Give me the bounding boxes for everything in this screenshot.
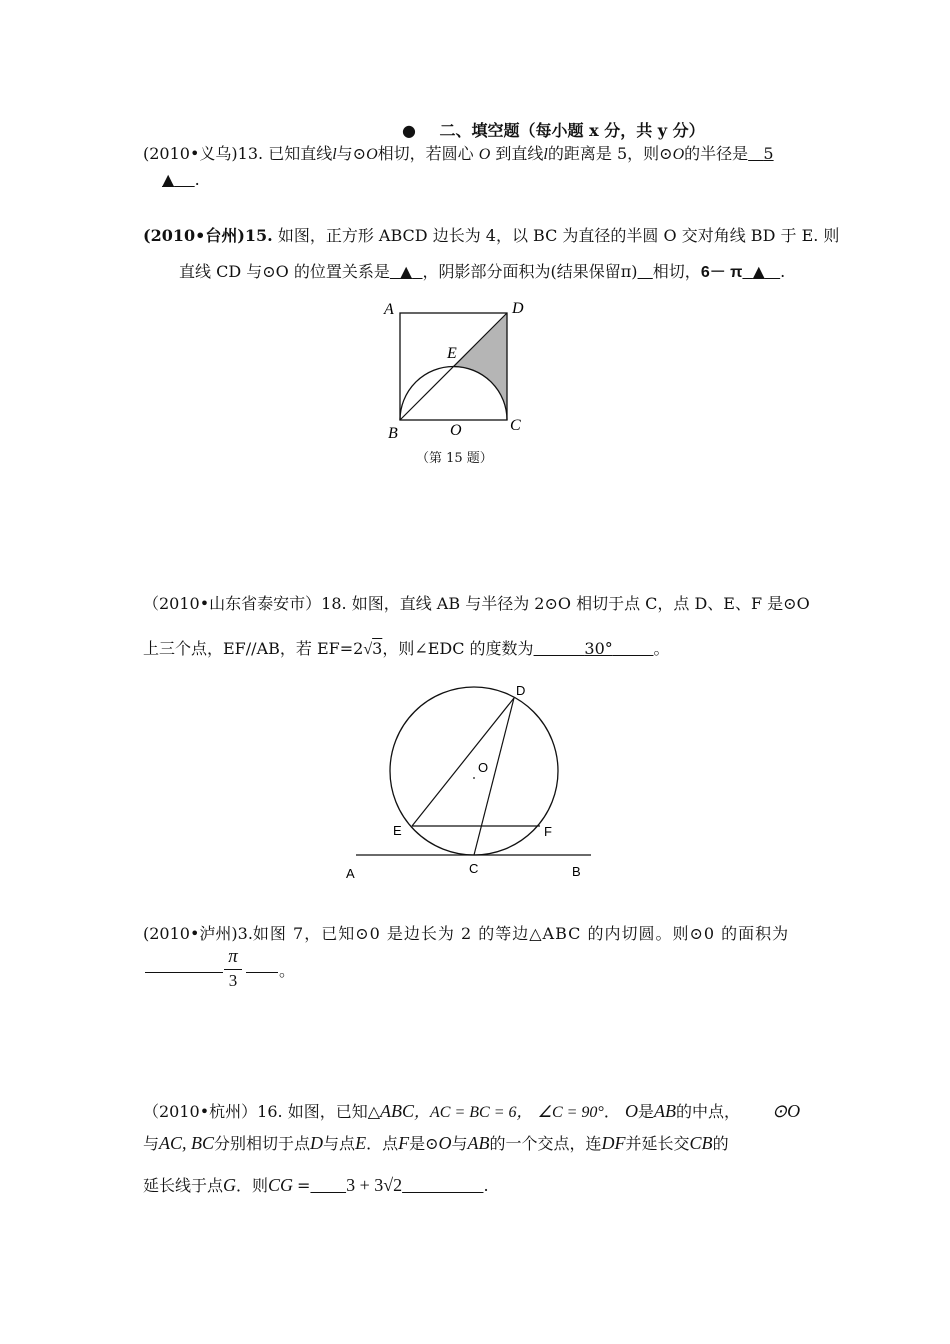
q18-text: 如图，直线 AB 与半径为 2⊙O 相切于点 C，点 D、E、F 是⊙O xyxy=(351,594,810,613)
q3-fraction xyxy=(222,946,244,991)
q16-var-g: G xyxy=(223,1175,237,1195)
q16-var-d: D xyxy=(310,1133,324,1153)
q15-text: 如图，正方形 ABCD 边长为 4，以 BC 为直径的半圆 O 交对角线 BD 于 E. 则 xyxy=(277,226,840,245)
q18-figure xyxy=(340,678,600,883)
q15-blank2 xyxy=(742,262,780,281)
q18-blank xyxy=(534,639,654,658)
q16-answer: 3 + 3√2 xyxy=(346,1175,403,1195)
q15-caption: （第 15 题） xyxy=(416,451,493,466)
q18-source: （2010•山东省泰安市）18. xyxy=(143,594,347,613)
q16-var-abc: ABC xyxy=(380,1101,415,1121)
triangle-icon: ▲ xyxy=(400,262,413,281)
q13-text: 与⊙ xyxy=(336,144,367,163)
q15-blank xyxy=(390,262,423,281)
triangle-icon: ▲ xyxy=(162,170,175,189)
q15-label-e: E xyxy=(447,345,457,362)
q13-var-o: O xyxy=(478,146,491,163)
q13-var-l: l xyxy=(332,146,337,163)
q16-text: ，AC = BC = 6， xyxy=(414,1104,533,1121)
q13-blank xyxy=(162,170,195,189)
q3-source: (2010•泸州)3. xyxy=(143,924,253,943)
q18-sqrt-value: 3 xyxy=(372,639,383,658)
q13-text: 的半径是 xyxy=(684,144,749,163)
q16-text: ．则 xyxy=(236,1176,269,1195)
q15-line1 xyxy=(143,226,839,246)
section-title: 二、填空题（每小题 x 分，共 y 分） xyxy=(439,121,705,140)
q16-blank2 xyxy=(402,1176,483,1195)
q3-blank-right xyxy=(246,972,278,973)
q3-frac-num: π xyxy=(228,946,238,967)
q16-line2 xyxy=(143,1133,729,1154)
q18-label-b: B xyxy=(572,864,581,879)
q18-chord-de xyxy=(412,698,514,826)
q13-text: 的距离是 5，则⊙ xyxy=(547,144,673,163)
q16-text: 如图，已知△ xyxy=(287,1102,381,1121)
q15-answer1: 相切， xyxy=(652,262,701,281)
q16-line3 xyxy=(143,1175,489,1197)
q13-line2 xyxy=(162,170,200,190)
q13-text: 相切，若圆心 xyxy=(377,144,474,163)
q3-text: 如图 7，已知⊙0 是边长为 2 的等边△ABC 的内切圆。则⊙0 的面积为 xyxy=(252,924,790,943)
q18-center-dot xyxy=(473,777,475,779)
q13-line1 xyxy=(143,144,774,165)
q16-text: 是⊙ xyxy=(409,1134,439,1153)
q16-var-e: E xyxy=(355,1133,367,1153)
q16-text: 并延长交 xyxy=(625,1134,690,1153)
q16-text: 与 xyxy=(143,1134,160,1153)
q13-var-l: l xyxy=(543,146,548,163)
q18-label-f: F xyxy=(544,824,552,839)
q16-var-o: O xyxy=(624,1101,638,1121)
q16-var-f: F xyxy=(398,1133,410,1153)
q13-var-o: O xyxy=(366,146,378,163)
q16-angle: ∠C = 90° xyxy=(537,1104,604,1121)
q16-text: 与 xyxy=(451,1134,468,1153)
q16-line1 xyxy=(143,1101,740,1123)
q18-end: 。 xyxy=(653,639,670,658)
q16-var-ab: AB xyxy=(467,1133,490,1153)
q16-text: 的中点， xyxy=(675,1102,740,1121)
q16-text: ． xyxy=(603,1102,620,1121)
q3-frac-bar xyxy=(224,969,242,970)
q18-line1 xyxy=(143,594,810,614)
q16-text: 分别相切于点 xyxy=(214,1134,311,1153)
q16-var-cb: CB xyxy=(689,1133,713,1153)
q13-answer: 5 xyxy=(763,144,774,163)
q15-source: (2010•台州)15. xyxy=(143,226,273,245)
q18-label-o: O xyxy=(478,760,489,775)
q15-answer2: 6－ π xyxy=(700,264,743,281)
bullet-icon: ● xyxy=(402,121,416,140)
q16-end: . xyxy=(483,1176,489,1195)
q13-var-o: O xyxy=(672,146,685,163)
q16-text: 是 xyxy=(637,1102,654,1121)
q18-label-e: E xyxy=(393,823,402,838)
q16-var-o: O xyxy=(438,1133,452,1153)
q18-label-c: C xyxy=(469,861,479,876)
q15-line2 xyxy=(179,262,785,283)
q16-var-acbc: AC, BC xyxy=(159,1133,215,1153)
sqrt-icon: √ xyxy=(363,641,373,658)
q13-text: 到直线 xyxy=(495,144,544,163)
q16-circ-o xyxy=(772,1101,800,1122)
q16-var-cg: CG xyxy=(268,1175,294,1195)
q15-label-b: B xyxy=(388,425,398,442)
q16-eq: = xyxy=(297,1176,311,1195)
q16-text: 的一个交点，连 xyxy=(489,1134,602,1153)
triangle-icon: ▲ xyxy=(752,262,765,281)
q13-source: (2010•义乌)13. xyxy=(143,144,264,163)
q18-label-d: D xyxy=(516,683,526,698)
q16-text: 与点 xyxy=(323,1134,356,1153)
q16-var-ab: AB xyxy=(653,1101,676,1121)
q3-line1 xyxy=(143,924,789,944)
q18-text: 上三个点，EF//AB，若 EF=2 xyxy=(143,639,364,658)
q18-line2 xyxy=(143,639,669,660)
q16-text: ．点 xyxy=(366,1134,399,1153)
section-header xyxy=(402,118,705,141)
q15-text: ，阴影部分面积为(结果保留π) xyxy=(422,262,638,281)
q15-text: 直线 CD 与⊙O 的位置关系是 xyxy=(179,262,390,281)
q13-end: . xyxy=(194,170,200,189)
q13-text: 已知直线 xyxy=(268,144,333,163)
q16-blank xyxy=(310,1176,346,1195)
q18-text: ，则∠EDC 的度数为 xyxy=(382,639,534,658)
q18-circle xyxy=(390,687,558,855)
q15-label-d: D xyxy=(512,300,524,317)
q15-figure xyxy=(370,295,550,445)
q3-blank-left xyxy=(145,972,223,973)
q16-text: 的 xyxy=(712,1134,729,1153)
q16-source: （2010•杭州）16. xyxy=(143,1102,283,1121)
q15-end: . xyxy=(780,262,786,281)
q15-label-o: O xyxy=(450,422,462,439)
q3-frac-den: 3 xyxy=(228,971,238,990)
q13-answer-blank xyxy=(748,144,773,163)
q18-label-a: A xyxy=(346,866,355,881)
q18-chord-dc xyxy=(474,698,514,855)
q16-circ-o-text: ⊙O xyxy=(772,1101,801,1121)
q16-var-df: DF xyxy=(601,1133,626,1153)
q16-text: 延长线于点 xyxy=(143,1176,224,1195)
q3-end: 。 xyxy=(279,961,296,980)
q15-label-c: C xyxy=(510,417,521,434)
q15-answer1 xyxy=(638,262,653,281)
q15-label-a: A xyxy=(384,301,394,318)
q18-answer: 30° xyxy=(584,639,613,658)
